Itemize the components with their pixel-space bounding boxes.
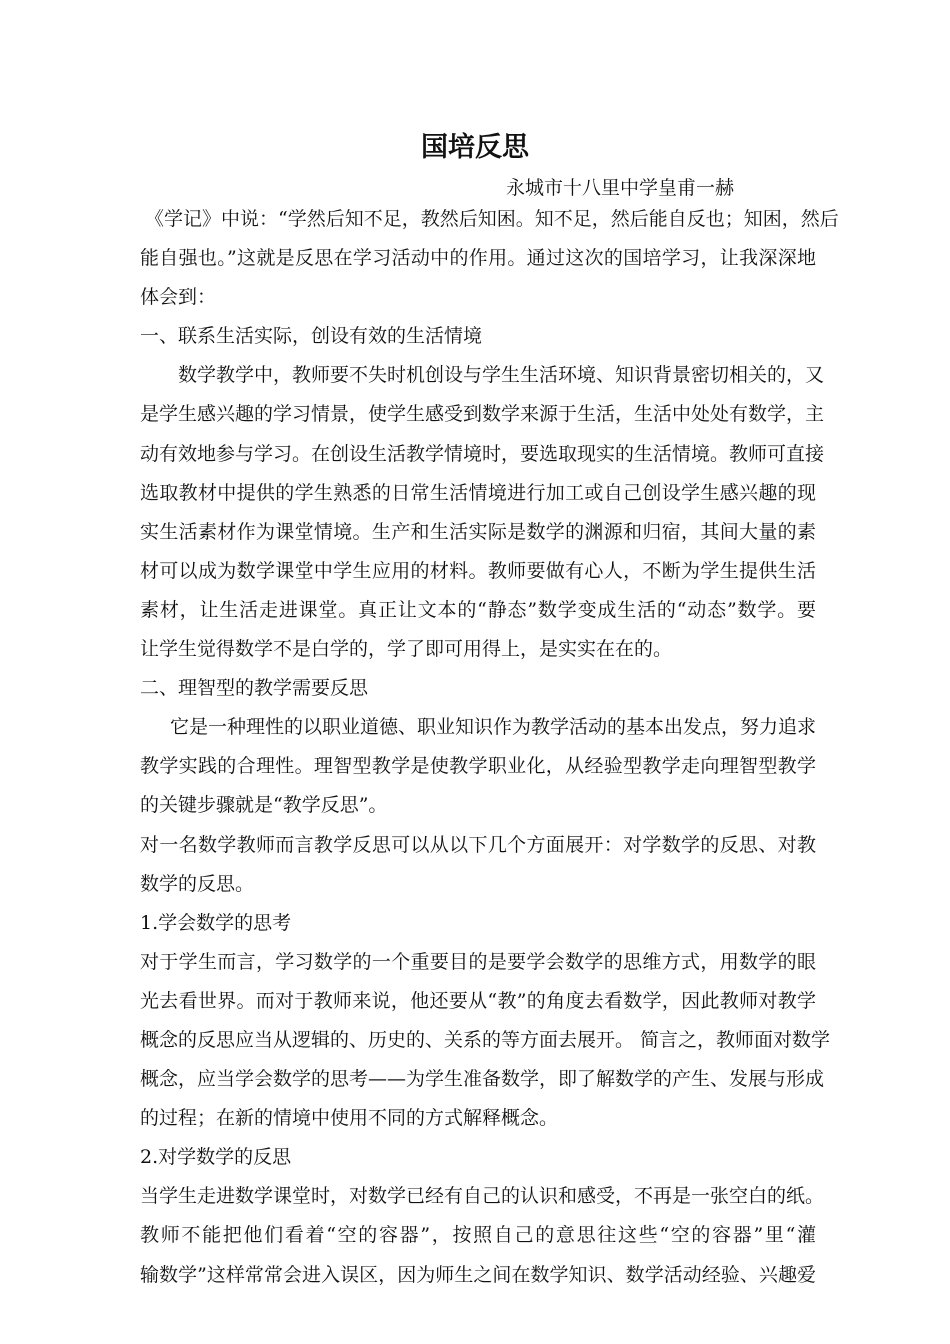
text-line: 教师不能把他们看着“空的容器”，按照自己的意思往这些“空的容器”里“灌 <box>140 1224 816 1247</box>
text-line: 是学生感兴趣的学习情景，使学生感受到数学来源于生活，生活中处处有数学，主 <box>140 403 825 426</box>
text-line: 概念的反思应当从逻辑的、历史的、关系的等方面去展开。 简言之，教师面对数学 <box>140 1028 831 1051</box>
text-line: 对一名数学教师而言教学反思可以从以下几个方面展开：对学数学的反思、对教 <box>140 833 816 856</box>
text-line: 让学生觉得数学不是白学的，学了即可用得上，是实实在在的。 <box>140 638 673 661</box>
text-line: 能自强也。”这就是反思在学习活动中的作用。通过这次的国培学习，让我深深地 <box>140 247 816 270</box>
text-line: 二、理智型的教学需要反思 <box>140 677 369 700</box>
text-line: 1.学会数学的思考 <box>140 911 292 934</box>
text-line: 教学实践的合理性。理智型教学是使教学职业化，从经验型教学走向理智型教学 <box>140 755 816 778</box>
text-line: 概念，应当学会数学的思考——为学生准备数学，即了解数学的产生、发展与形成 <box>140 1068 825 1091</box>
text-line: 一、联系生活实际，创设有效的生活情境 <box>140 325 483 348</box>
page-title: 国培反思 <box>421 132 529 163</box>
text-line: 数学教学中，教师要不失时机创设与学生生活环境、知识背景密切相关的，又 <box>178 364 825 387</box>
text-line: 的过程；在新的情境中使用不同的方式解释概念。 <box>140 1107 559 1130</box>
text-line: 当学生走进数学课堂时，对数学已经有自己的认识和感受，不再是一张空白的纸。 <box>140 1185 825 1208</box>
text-line: 的关键步骤就是“教学反思”。 <box>140 794 388 817</box>
document-body <box>140 200 839 1295</box>
text-line: 《学记》中说：“学然后知不足，教然后知困。知不足，然后能自反也；知困，然后 <box>145 208 839 230</box>
text-line: 材可以成为数学课堂中学生应用的材料。教师要做有心人，不断为学生提供生活 <box>140 559 816 582</box>
text-line: 数学的反思。 <box>140 872 255 895</box>
author-line: 永城市十八里中学皇甫一赫 <box>506 177 735 199</box>
text-line: 动有效地参与学习。在创设生活教学情境时，要选取现实的生活情境。教师可直接 <box>140 442 825 465</box>
text-line: 素材，让生活走进课堂。真正让文本的“静态”数学变成生活的“动态”数学。要 <box>140 598 816 621</box>
text-line: 它是一种理性的以职业道德、职业知识作为教学活动的基本出发点，努力追求 <box>170 716 817 739</box>
text-line: 光去看世界。而对于教师来说，他还要从“教”的角度去看数学，因此教师对教学 <box>140 989 816 1012</box>
text-line: 选取教材中提供的学生熟悉的日常生活情境进行加工或自己创设学生感兴趣的现 <box>140 481 816 504</box>
text-line: 输数学”这样常常会进入误区，因为师生之间在数学知识、数学活动经验、兴趣爱 <box>140 1263 816 1286</box>
text-line: 实生活素材作为课堂情境。生产和生活实际是数学的渊源和归宿，其间大量的素 <box>140 520 816 543</box>
text-line: 体会到： <box>140 286 217 309</box>
text-line: 对于学生而言，学习数学的一个重要目的是要学会数学的思维方式，用数学的眼 <box>140 950 816 973</box>
text-line: 2.对学数学的反思 <box>140 1146 292 1169</box>
